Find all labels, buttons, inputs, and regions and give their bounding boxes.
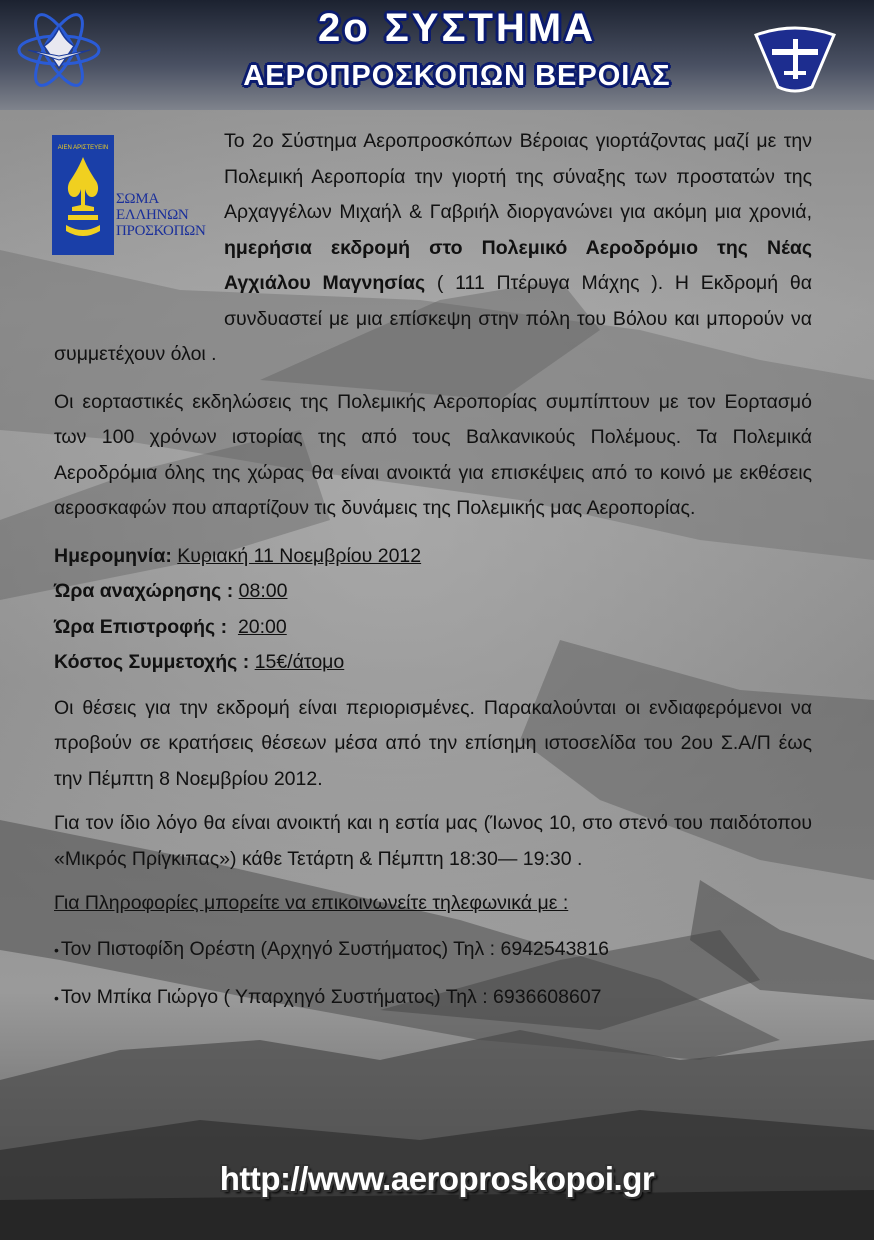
detail-departure (54, 574, 812, 610)
detail-cost (54, 645, 812, 681)
trip-details (54, 539, 812, 681)
intro-text-2: ( 111 Πτέρυγα Μάχης ). Η Εκδρομή θα συνδυαστεί με μια επίσκεψη στην πόλη του Βόλου και μπορούν να συμμετέχουν όλοι . (54, 272, 813, 365)
bullet-icon: • (54, 989, 59, 1006)
date-value: Κυριακή 11 Νοεμβρίου 2012 (177, 544, 422, 567)
contact-text: Τον Πιστοφίδη Ορέστη (Αρχηγό Συστήματος) Τηλ : 6942543816 (60, 937, 609, 960)
date-label: Ημερομηνία: (54, 544, 172, 567)
intro-bold-destination: ημερήσια εκδρομή στο Πολεμικό Αεροδρόμιο της Νέας Αγχιάλου Μαγνησίας (224, 236, 812, 294)
paragraph-reservations: Οι θέσεις για την εκδρομή είναι περιορισμένες. Παρακαλούνται οι ενδιαφερόμενοι να προβούν σε κρατήσεις θέσεων μέσα από την επίσημη ιστοσελίδα του 2ου Σ.Α/Π έως την Πέμπτη 8 Νοεμβρίου 2012. (54, 696, 812, 790)
main-content (54, 124, 812, 1018)
scout-motto-text: ΑΙΕΝ ΑΡΙΣΤΕΥΕΙΝ (57, 145, 109, 151)
paragraph-clubhouse: Για τον ίδιο λόγο θα είναι ανοικτή και η εστία μας (Ίωνος 10, στο στενό του παιδότοπου «Μικρός Πρίγκιπας») κάθε Τετάρτη & Πέμπτη 18:30— 19:30 . (54, 812, 812, 870)
cost-label: Κόστος Συμμετοχής : (54, 651, 250, 673)
scout-logo-line-2: ΕΛΛΗΝΩΝ (116, 207, 189, 223)
aircraft-shield-icon (750, 25, 840, 95)
cost-value: 15€/άτομο (254, 651, 345, 673)
return-value: 20:00 (237, 615, 287, 638)
scout-logo-line-1: ΣΩΜΑ (116, 191, 159, 207)
logo-float-spacer (54, 124, 224, 302)
intro-paragraph (54, 124, 812, 373)
footer-website-url: http://www.aeroproskopoi.gr (219, 1160, 655, 1197)
header-title-line2: ΑΕΡΟΠΡΟΣΚΟΠΩΝ ΒΕΡΟΙΑΣ (243, 60, 671, 92)
contact-item (54, 980, 812, 1018)
intro-text-1: Το 2ο Σύστημα Αεροπροσκόπων Βέροιας γιορτάζοντας μαζί με την Πολεμική Αεροπορία την γιορτή της σύναξης των προστατών της Αρχαγγέλων Μιχαήλ & Γαβριήλ διοργανώνει για ακόμη μια χρονιά, (224, 130, 812, 223)
departure-label: Ώρα αναχώρησης : (54, 580, 234, 602)
detail-date (54, 539, 812, 575)
scout-logo-line-3: ΠΡΟΣΚΟΠΩΝ (116, 223, 206, 239)
bullet-icon: • (54, 941, 59, 958)
return-label: Ώρα Επιστροφής : (54, 615, 228, 638)
departure-value: 08:00 (238, 580, 288, 602)
contact-item (54, 932, 812, 970)
info-heading: Για Πληροφορίες μπορείτε να επικοινωνείτε τηλεφωνικά με : (54, 892, 569, 914)
detail-return (54, 610, 812, 646)
paragraph-celebrations: Οι εορταστικές εκδηλώσεις της Πολεμικής Αεροπορίας συμπίπτουν με τον Εορτασμό των 100 χρόνων ιστορίας της από τους Βαλκανικούς Πολέμους. Τα Πολεμικά Αεροδρόμια όλης της χώρας θα είναι ανοικτά για επισκέψεις από το κοινό με εκθέσεις αεροσκαφών που απαρτίζουν τις δυνάμεις της Πολεμικής μας Αεροπορίας. (54, 390, 812, 519)
contact-text: Τον Μπίκα Γιώργο ( Υπαρχηγό Συστήματος) Τηλ : 6936608607 (60, 985, 602, 1008)
header-banner (0, 0, 874, 110)
header-title-line1: 2ο ΣΥΣΤΗΜΑ (317, 6, 596, 50)
